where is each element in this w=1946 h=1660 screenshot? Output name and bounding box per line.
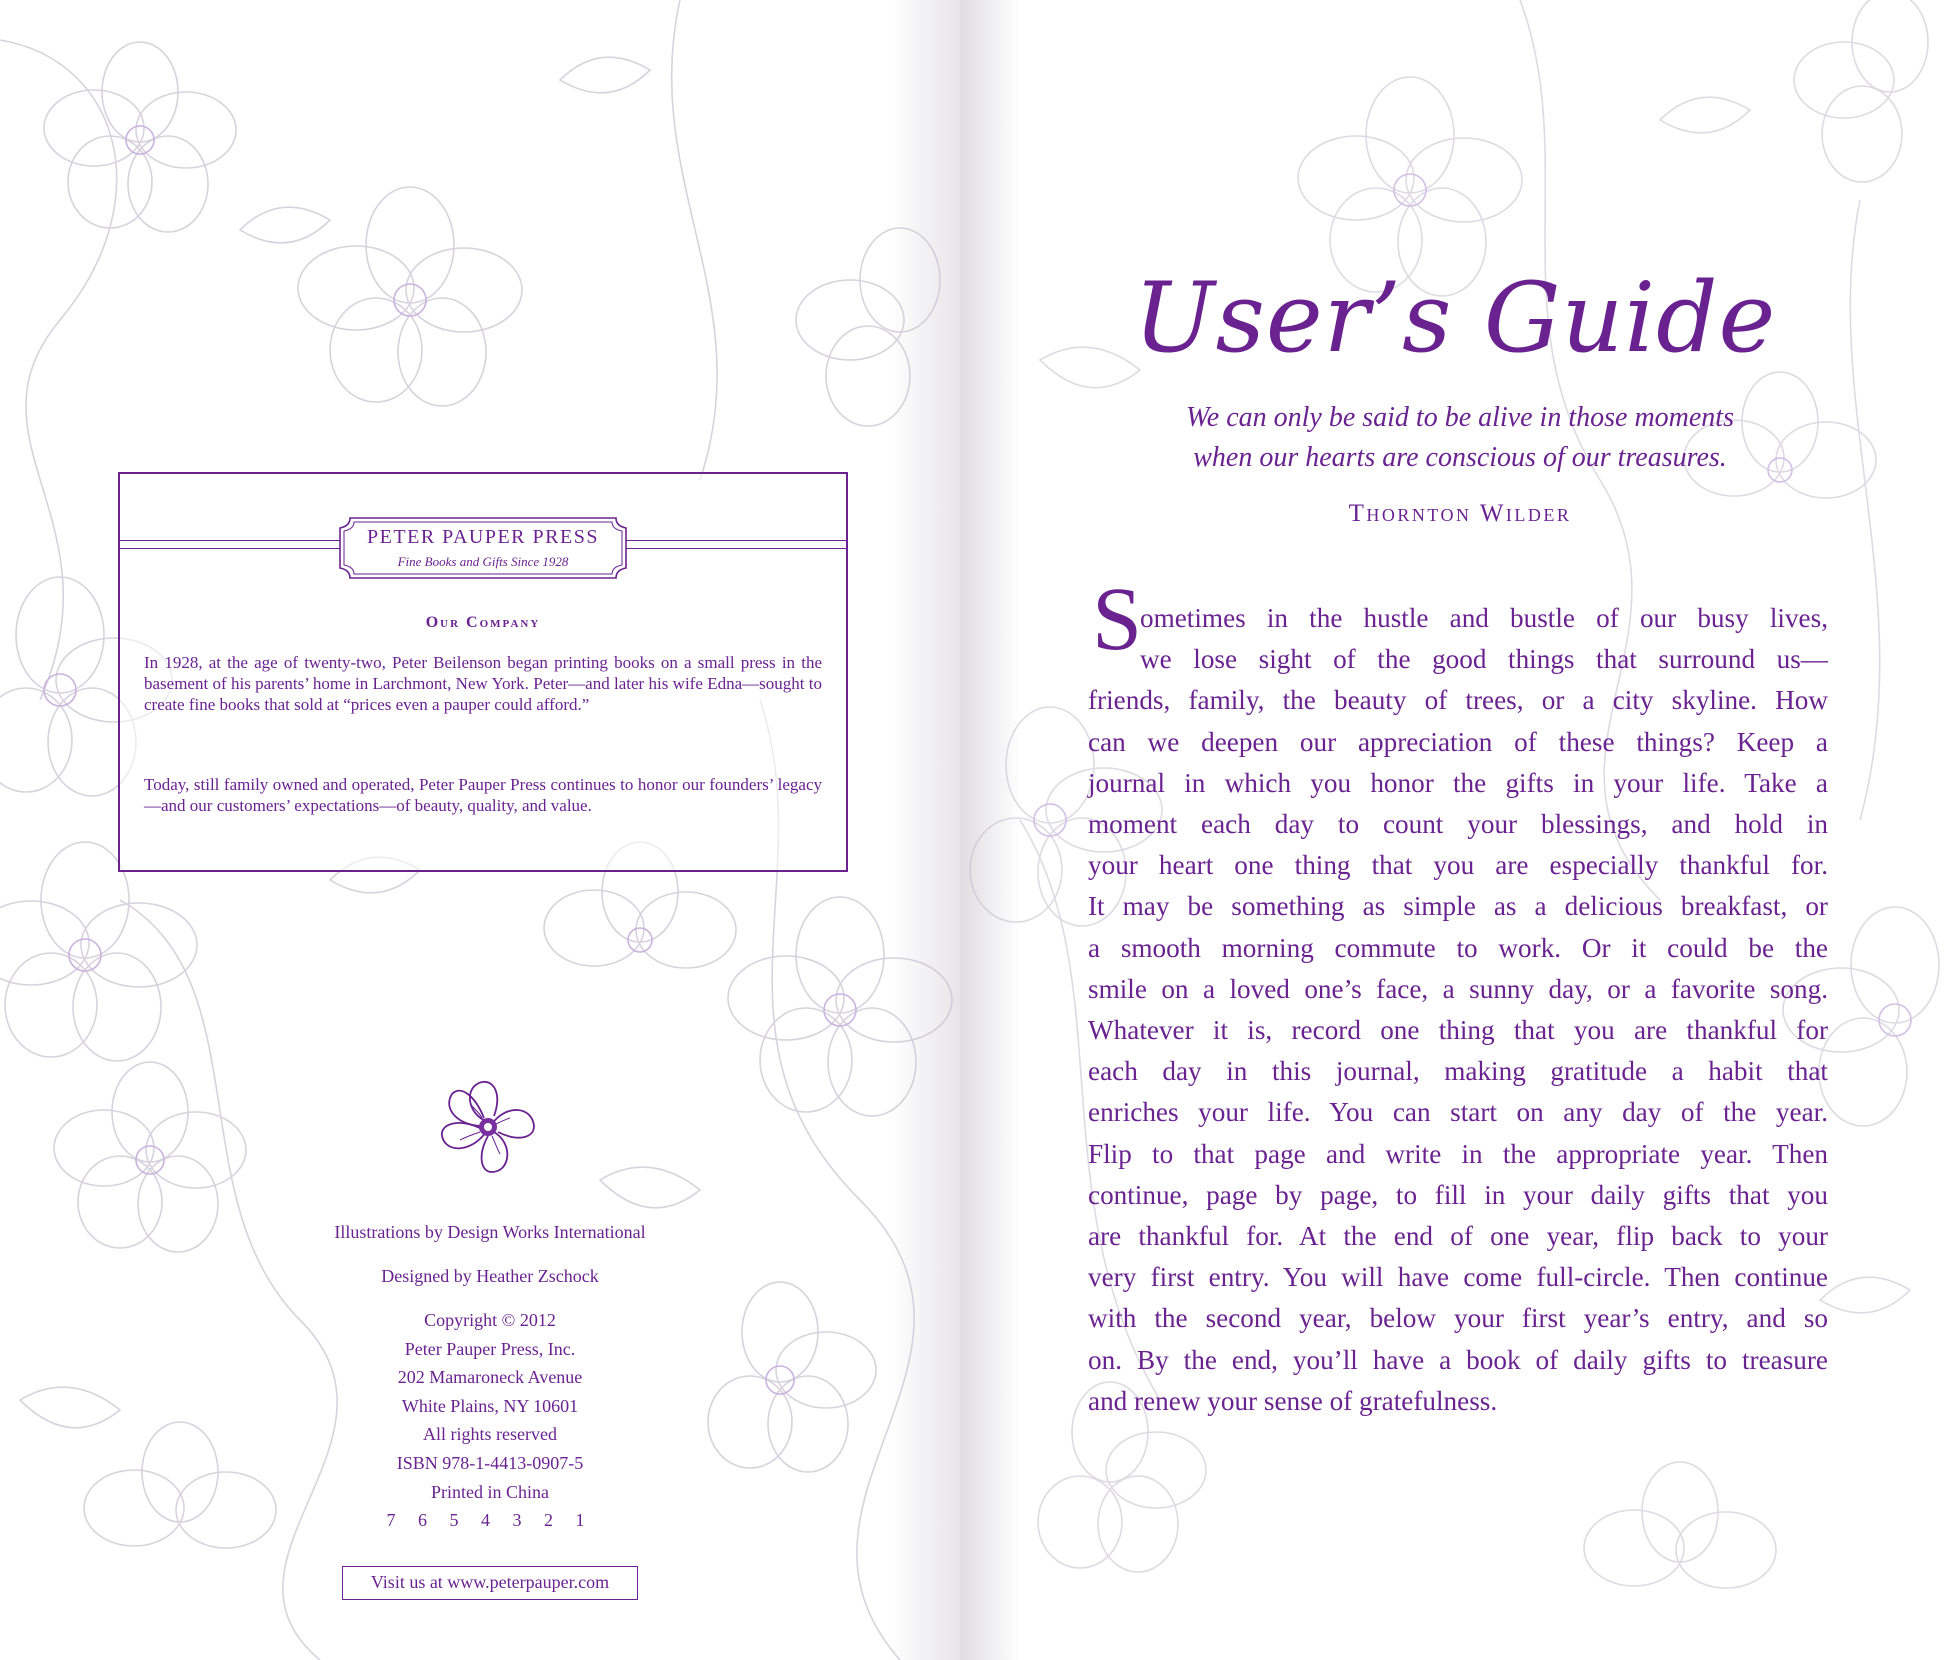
body-line: Whatever it is, record one thing that you are thankful for [1088, 1015, 1828, 1046]
flower-logo-icon [436, 1074, 540, 1178]
company-paragraph: Today, still family owned and operated, Peter Pauper Press continues to honor our founders’ legacy—and our customers’ expectations—of beauty, quality, and value. [144, 775, 822, 815]
body-line: each day in this journal, making gratitude a habit that [1088, 1056, 1828, 1087]
company-info-box [118, 472, 848, 872]
page-title: User’s Guide [1133, 262, 1777, 374]
body-line: on. By the end, you’ll have a book of daily gifts to treasure [1088, 1344, 1828, 1375]
design-credit: Designed by Heather Zschock [381, 1266, 599, 1286]
body-line: enriches your life. You can start on any day of the year. [1088, 1097, 1828, 1128]
body-line: journal in which you honor the gifts in your life. Take a [1088, 767, 1828, 798]
publisher-tagline: Fine Books and Gifts Since 1928 [397, 554, 569, 569]
body-line: It may be something as simple as a delicious breakfast, or [1088, 891, 1828, 922]
epigraph-line: We can only be said to be alive in those moments [1186, 402, 1734, 433]
body-line: with the second year, below your first year’s entry, and so [1088, 1303, 1828, 1334]
body-line: and renew your sense of gratefulness. [1088, 1385, 1498, 1416]
publisher-plaque [338, 516, 628, 580]
body-line: ometimes in the hustle and bustle of our busy lives, [1140, 603, 1828, 633]
epigraph-line: when our hearts are conscious of our treasures. [1193, 442, 1727, 473]
imprint-city: White Plains, NY 10601 [401, 1395, 579, 1416]
imprint-isbn: ISBN 978-1-4413-0907-5 [396, 1452, 584, 1473]
body-line: friends, family, the beauty of trees, or a city skyline. How [1088, 685, 1828, 716]
company-paragraph: In 1928, at the age of twenty-two, Peter Beilenson began printing books on a small press in the basement of his parents’ home in Larchmont, New York. Peter—and later his wife Edna—sought to create fine books that sold at “prices even a pauper could afford.” [144, 653, 822, 714]
body-line: are thankful for. At the end of one year, flip back to your [1088, 1221, 1828, 1252]
left-page [0, 0, 960, 1660]
website-link[interactable]: Visit us at www.peterpauper.com [342, 1566, 638, 1600]
right-page [960, 0, 1946, 1660]
body-line: can we deepen our appreciation of these things? Keep a [1088, 726, 1828, 757]
company-heading: Our Company [425, 614, 541, 631]
body-line: we lose sight of the good things that surround us— [1140, 644, 1828, 675]
imprint-copyright: Copyright © 2012 [424, 1310, 556, 1330]
drop-cap: S [1092, 570, 1143, 669]
body-line: very first entry. You will have come full-circle. Then continue [1088, 1262, 1828, 1293]
body-line: moment each day to count your blessings, and hold in [1088, 809, 1828, 840]
body-line: Flip to that page and write in the appropriate year. Then [1088, 1138, 1828, 1169]
gutter-shadow [890, 0, 960, 1660]
epigraph-quote [1110, 398, 1810, 478]
body-line: smile on a loved one’s face, a sunny day, or a favorite song. [1088, 973, 1828, 1004]
body-line: a smooth morning commute to work. Or it could be the [1088, 932, 1828, 963]
imprint-printed: Printed in China [431, 1481, 549, 1502]
imprint-street: 202 Mamaroneck Avenue [397, 1367, 583, 1388]
body-line: your heart one thing that you are especially thankful for. [1088, 850, 1828, 881]
guide-body-text [1088, 598, 1828, 1422]
body-line: continue, page by page, to fill in your daily gifts that you [1088, 1179, 1828, 1210]
imprint-print-run: 7 6 5 4 3 2 1 [386, 1510, 594, 1531]
gutter-shadow [960, 0, 1020, 1660]
imprint-block [280, 1306, 700, 1535]
publisher-name: PETER PAUPER PRESS [367, 526, 599, 548]
epigraph-author: Thornton Wilder [1348, 500, 1572, 527]
illustration-credit: Illustrations by Design Works International [334, 1222, 646, 1242]
imprint-rights: All rights reserved [423, 1424, 557, 1445]
imprint-company: Peter Pauper Press, Inc. [404, 1338, 576, 1359]
